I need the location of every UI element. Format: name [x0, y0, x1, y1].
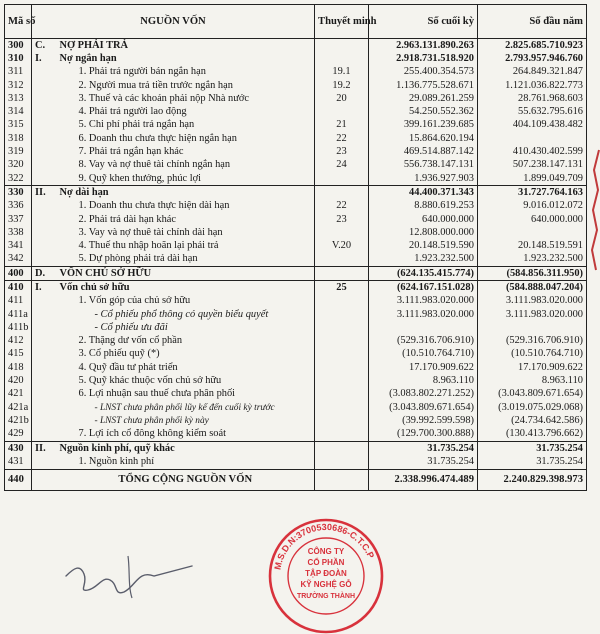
row-end-value: (624.167.151.028) [369, 281, 478, 295]
row-section: I. [35, 52, 42, 64]
table-row [5, 186, 587, 200]
table-row [5, 308, 587, 321]
row-end-value: 1.923.232.500 [369, 253, 478, 267]
row-code: 415 [5, 348, 32, 361]
row-note: 24 [315, 159, 369, 172]
row-note: 20 [315, 92, 369, 105]
row-start-value: 17.170.909.622 [478, 361, 587, 374]
row-code: 320 [5, 159, 32, 172]
row-start-value: (3.019.075.029.068) [478, 401, 587, 414]
row-section [32, 119, 57, 132]
row-section [32, 348, 57, 361]
row-label: 3. Vay và nợ thuê tài chính dài hạn [57, 226, 315, 239]
row-label: 5. Quỹ khác thuộc vốn chủ sở hữu [57, 374, 315, 387]
row-label: Nguồn kinh phí, quỹ khác [57, 441, 315, 455]
row-label: 1. Phải trả người bán ngắn hạn [57, 66, 315, 79]
row-start-value: 264.849.321.847 [478, 66, 587, 79]
row-code: 430 [5, 441, 32, 455]
row-start-value: 31.735.254 [478, 455, 587, 469]
row-label: 8. Vay và nợ thuê tài chính ngắn hạn [57, 159, 315, 172]
row-end-value: 2.918.731.518.920 [369, 52, 478, 65]
table-row [5, 374, 587, 387]
row-note [315, 401, 369, 414]
row-start-value: 8.963.110 [478, 374, 587, 387]
row-label: 3. Cổ phiếu quỹ (*) [57, 348, 315, 361]
row-label: 1. Doanh thu chưa thực hiện dài hạn [57, 200, 315, 213]
table-row [5, 388, 587, 401]
row-note [315, 52, 369, 65]
row-code: 411 [5, 295, 32, 308]
table-row [5, 105, 587, 118]
table-row [5, 455, 587, 469]
row-note [315, 321, 369, 334]
row-start-value: 31.727.764.163 [478, 186, 587, 200]
row-note [315, 226, 369, 239]
row-note: 23 [315, 145, 369, 158]
row-end-value: 1.936.927.903 [369, 172, 478, 186]
row-section [32, 253, 57, 267]
table-row [5, 52, 587, 65]
row-note: V.20 [315, 239, 369, 252]
row-start-value: (3.043.809.671.654) [478, 388, 587, 401]
row-note: 25 [315, 281, 369, 295]
row-label: Vốn chủ sở hữu [57, 281, 315, 295]
row-section: II. [32, 186, 57, 200]
row-note [315, 295, 369, 308]
row-section [32, 239, 57, 252]
table-row [5, 267, 587, 281]
row-label: - Cổ phiếu ưu đãi [57, 321, 315, 334]
table-row [5, 145, 587, 158]
row-code: 411a [5, 308, 32, 321]
row-end-value: 3.111.983.020.000 [369, 295, 478, 308]
row-end-value: (624.135.415.774) [369, 267, 478, 281]
row-section [32, 388, 57, 401]
row-note [315, 388, 369, 401]
row-label: 4. Phải trả người lao động [57, 105, 315, 118]
row-start-value: 507.238.147.131 [478, 159, 587, 172]
row-code: 315 [5, 119, 32, 132]
row-section [32, 361, 57, 374]
row-start-value: (24.734.642.586) [478, 414, 587, 427]
row-label: 2. Thặng dư vốn cổ phần [57, 335, 315, 348]
row-code: 300 [5, 39, 32, 53]
row-note [315, 335, 369, 348]
row-start-value: 404.109.438.482 [478, 119, 587, 132]
table-row [5, 200, 587, 213]
row-label: 4. Quỹ đầu tư phát triển [57, 361, 315, 374]
row-section [32, 295, 57, 308]
row-start-value: 55.632.795.616 [478, 105, 587, 118]
row-section [32, 79, 57, 92]
row-start-value [478, 321, 587, 334]
row-label: 1. Nguồn kinh phí [57, 455, 315, 469]
row-section [32, 308, 57, 321]
table-row [5, 281, 587, 295]
row-code: 429 [5, 428, 32, 442]
row-section [32, 66, 57, 79]
table-row [5, 92, 587, 105]
row-label: - Cổ phiếu phổ thông có quyền biểu quyết [57, 308, 315, 321]
row-start-value: (584.856.311.950) [478, 267, 587, 281]
row-label: 6. Doanh thu chưa thực hiện ngắn hạn [57, 132, 315, 145]
table-row [5, 79, 587, 92]
row-start-value: 31.735.254 [478, 441, 587, 455]
row-label: 2. Người mua trả tiền trước ngắn hạn [57, 79, 315, 92]
row-section [32, 455, 57, 469]
row-start-value [478, 226, 587, 239]
header-name: NGUỒN VỐN [32, 5, 315, 39]
row-section [32, 213, 57, 226]
row-label: VỐN CHỦ SỞ HỮU [57, 267, 315, 281]
row-end-value: 469.514.887.142 [369, 145, 478, 158]
row-section [32, 226, 57, 239]
row-code: 411b [5, 321, 32, 334]
row-code: 310 [5, 52, 32, 65]
row-section [32, 335, 57, 348]
header-end-period: Số cuối kỳ [369, 5, 478, 39]
row-code: 412 [5, 335, 32, 348]
row-label: 5. Dự phòng phải trả dài hạn [57, 253, 315, 267]
row-label: 2. Phải trả dài hạn khác [57, 213, 315, 226]
row-end-value: 44.400.371.343 [369, 186, 478, 200]
row-start-value: 2.825.685.710.923 [478, 39, 587, 53]
row-section: II. [32, 441, 57, 455]
row-note [315, 172, 369, 186]
row-code: 337 [5, 213, 32, 226]
row-note [315, 455, 369, 469]
row-code: 421b [5, 414, 32, 427]
row-label: NỢ PHẢI TRẢ [57, 39, 315, 53]
row-label: 3. Thuế và các khoản phải nộp Nhà nước [57, 92, 315, 105]
row-section [32, 428, 57, 442]
table-row [5, 348, 587, 361]
row-note [315, 39, 369, 53]
row-note [315, 361, 369, 374]
row-start-value: (584.888.047.204) [478, 281, 587, 295]
row-start-value: 2.793.957.946.760 [478, 52, 587, 65]
row-label: Nợ dài hạn [57, 186, 315, 200]
row-end-value: 1.136.775.528.671 [369, 79, 478, 92]
row-section [32, 159, 57, 172]
row-start-value: (130.413.796.662) [478, 428, 587, 442]
row-note: 19.2 [315, 79, 369, 92]
row-note: 22 [315, 200, 369, 213]
header-start-year: Số đầu năm [478, 5, 587, 39]
row-end-value [369, 321, 478, 334]
seal-line-5: TRƯỜNG THÀNH [296, 593, 356, 600]
row-code: 319 [5, 145, 32, 158]
total-label: TỔNG CỘNG NGUỒN VỐN [57, 469, 315, 490]
table-row [5, 119, 587, 132]
row-code: 420 [5, 374, 32, 387]
row-start-value: 20.148.519.591 [478, 239, 587, 252]
row-code: 330 [5, 186, 32, 200]
row-label: 7. Phải trả ngắn hạn khác [57, 145, 315, 158]
row-section: C. [32, 39, 57, 53]
row-end-value: 29.089.261.259 [369, 92, 478, 105]
table-row [5, 66, 587, 79]
total-start-value: 2.240.829.398.973 [478, 469, 587, 490]
edge-stamp-fragment [590, 150, 600, 270]
row-start-value: 9.016.012.072 [478, 200, 587, 213]
row-start-value: 3.111.983.020.000 [478, 308, 587, 321]
signature [58, 546, 208, 600]
table-row [5, 441, 587, 455]
row-label: 5. Chi phí phải trả ngắn hạn [57, 119, 315, 132]
row-label: - LNST chưa phân phối lũy kế đến cuối kỳ trước [57, 401, 315, 414]
header-code: Mã số [5, 5, 32, 39]
row-label: 1. Vốn góp của chủ sở hữu [57, 295, 315, 308]
seal-line-2: CỔ PHẦN [307, 558, 345, 567]
row-code: 341 [5, 239, 32, 252]
table-row [5, 132, 587, 145]
row-code: 312 [5, 79, 32, 92]
table-row [5, 335, 587, 348]
company-seal [268, 518, 384, 634]
row-note [315, 428, 369, 442]
row-end-value: 556.738.147.131 [369, 159, 478, 172]
row-note [315, 105, 369, 118]
seal-line-4: KỸ NGHỆ GỖ [300, 580, 352, 589]
total-end-value: 2.338.996.474.489 [369, 469, 478, 490]
row-end-value: 2.963.131.890.263 [369, 39, 478, 53]
table-row [5, 239, 587, 252]
row-end-value: (129.700.300.888) [369, 428, 478, 442]
row-code: 342 [5, 253, 32, 267]
row-start-value: 1.121.036.822.773 [478, 79, 587, 92]
table-row [5, 226, 587, 239]
row-start-value [478, 132, 587, 145]
row-code: 318 [5, 132, 32, 145]
row-note [315, 253, 369, 267]
header-note: Thuyết minh [315, 5, 369, 39]
table-row [5, 39, 587, 53]
row-code: 418 [5, 361, 32, 374]
row-start-value: 3.111.983.020.000 [478, 295, 587, 308]
row-end-value: 31.735.254 [369, 441, 478, 455]
table-row [5, 361, 587, 374]
table-row [5, 401, 587, 414]
row-end-value: 17.170.909.622 [369, 361, 478, 374]
seal-ring-text: M.S.D.N:3700530686-C.T.C.P [272, 521, 377, 571]
row-section [32, 401, 57, 414]
table-row [5, 172, 587, 186]
row-code: 314 [5, 105, 32, 118]
row-code: 431 [5, 455, 32, 469]
row-label: Nợ ngắn hạn [57, 52, 315, 65]
row-end-value: 3.111.983.020.000 [369, 308, 478, 321]
row-code: 338 [5, 226, 32, 239]
row-start-value: 1.923.232.500 [478, 253, 587, 267]
row-label: 7. Lợi ích cổ đông không kiểm soát [57, 428, 315, 442]
row-label: 4. Thuế thu nhập hoãn lại phải trả [57, 239, 315, 252]
row-note: 22 [315, 132, 369, 145]
table-row [5, 321, 587, 334]
table-row [5, 213, 587, 226]
row-end-value: (10.510.764.710) [369, 348, 478, 361]
row-section [32, 172, 57, 186]
row-end-value: (3.083.802.271.252) [369, 388, 478, 401]
row-note [315, 267, 369, 281]
row-start-value: (10.510.764.710) [478, 348, 587, 361]
row-code: 421 [5, 388, 32, 401]
seal-line-1: CÔNG TY [307, 547, 345, 556]
row-section: D. [32, 267, 57, 281]
row-code: 322 [5, 172, 32, 186]
row-end-value: 8.880.619.253 [369, 200, 478, 213]
row-end-value: 255.400.354.573 [369, 66, 478, 79]
row-note [315, 374, 369, 387]
row-section [32, 414, 57, 427]
row-note: 19.1 [315, 66, 369, 79]
row-start-value: 640.000.000 [478, 213, 587, 226]
row-start-value: 1.899.049.709 [478, 172, 587, 186]
row-note: 23 [315, 213, 369, 226]
row-start-value: (529.316.706.910) [478, 335, 587, 348]
row-end-value: 15.864.620.194 [369, 132, 478, 145]
row-end-value: (39.992.599.598) [369, 414, 478, 427]
row-label: 9. Quỹ khen thưởng, phúc lợi [57, 172, 315, 186]
table-row [5, 159, 587, 172]
row-code: 336 [5, 200, 32, 213]
row-start-value: 28.761.968.603 [478, 92, 587, 105]
row-note [315, 414, 369, 427]
row-end-value: 12.808.000.000 [369, 226, 478, 239]
seal-line-3: TẬP ĐOÀN [305, 569, 347, 578]
row-code: 400 [5, 267, 32, 281]
row-section [32, 92, 57, 105]
row-end-value: 640.000.000 [369, 213, 478, 226]
row-section [32, 374, 57, 387]
row-code: 311 [5, 66, 32, 79]
row-code: 410 [5, 281, 32, 295]
row-end-value: 20.148.519.590 [369, 239, 478, 252]
table-row [5, 414, 587, 427]
row-section [32, 200, 57, 213]
row-end-value: 8.963.110 [369, 374, 478, 387]
total-row [5, 469, 587, 490]
total-code: 440 [5, 469, 32, 490]
row-end-value: 399.161.239.685 [369, 119, 478, 132]
row-note [315, 186, 369, 200]
row-section [32, 132, 57, 145]
table-row [5, 428, 587, 442]
row-section [32, 321, 57, 334]
row-note: 21 [315, 119, 369, 132]
balance-sheet-table [4, 4, 587, 491]
row-end-value: 31.735.254 [369, 455, 478, 469]
row-section [32, 105, 57, 118]
row-end-value: 54.250.552.362 [369, 105, 478, 118]
row-start-value: 410.430.402.599 [478, 145, 587, 158]
row-code: 313 [5, 92, 32, 105]
table-row [5, 295, 587, 308]
row-label: 6. Lợi nhuận sau thuế chưa phân phối [57, 388, 315, 401]
row-end-value: (529.316.706.910) [369, 335, 478, 348]
row-section: I. [32, 281, 57, 295]
row-end-value: (3.043.809.671.654) [369, 401, 478, 414]
row-section [32, 145, 57, 158]
table-row [5, 253, 587, 267]
row-label: - LNST chưa phân phối kỳ này [57, 414, 315, 427]
row-note [315, 348, 369, 361]
row-note [315, 441, 369, 455]
row-note [315, 308, 369, 321]
table-header [5, 5, 587, 39]
row-code: 421a [5, 401, 32, 414]
